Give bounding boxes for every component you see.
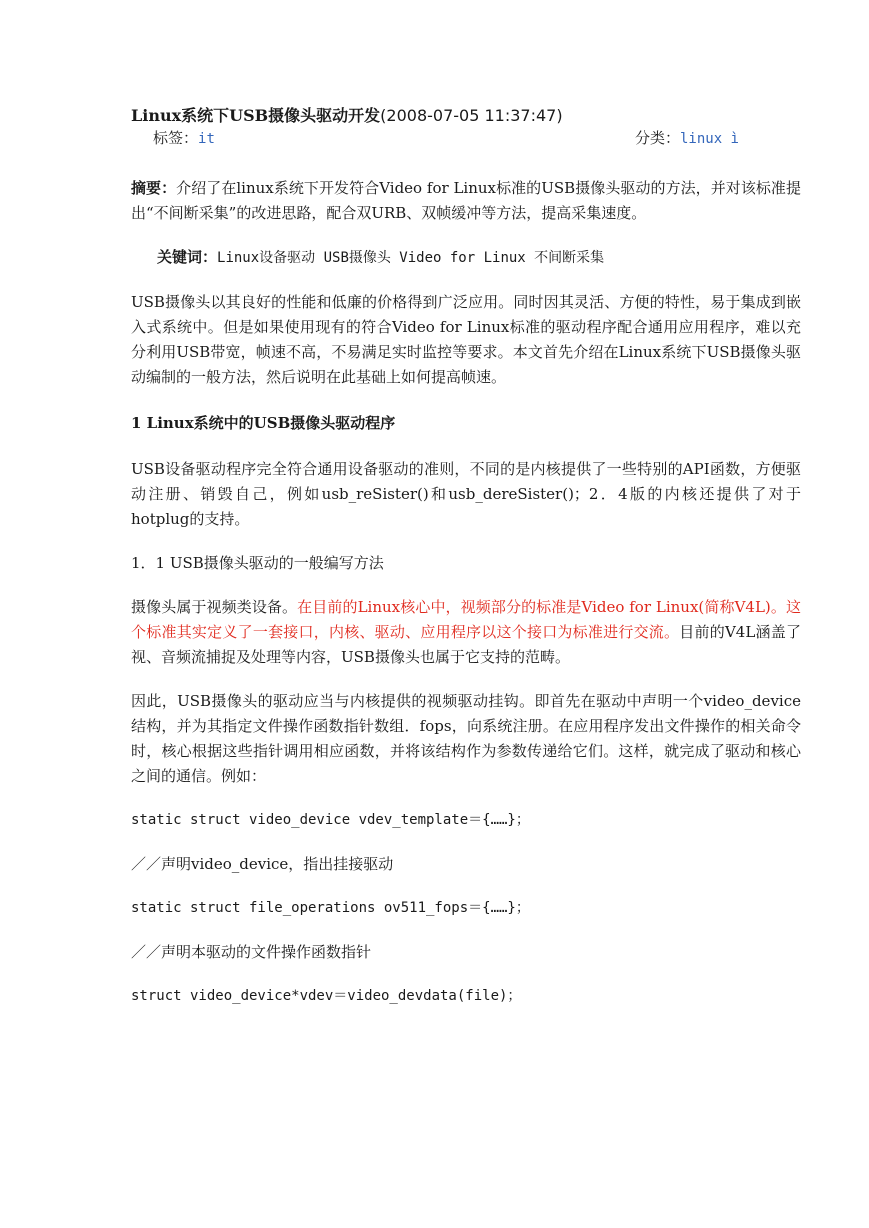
p1-lead: 摄像头属于视频类设备。 — [131, 598, 298, 616]
code-line-5: struct video_device*vdev＝video_devdata(file)； — [131, 988, 522, 1004]
code-line-1: static struct video_device vdev_template＝{……}； — [131, 812, 530, 828]
category-field — [635, 127, 739, 150]
abstract-label: 摘要： — [131, 179, 177, 197]
title-timestamp: (2008-07-05 11:37:47) — [380, 106, 563, 125]
intro-paragraph: USB摄像头以其良好的性能和低廉的价格得到广泛应用。同时因其灵活、方便的特性，易于集成到嵌入式系统中。但是如果使用现有的符合Video for Linux标准的驱动程序配合通用应用程序，难以充分利用USB带宽，帧速不高，不易满足实时监控等要求。本文首先介绍在Linux系统下USB摄像头驱动编制的一般方法，然后说明在此基础上如何提高帧速。 — [131, 293, 801, 386]
tag-link[interactable]: it — [198, 131, 215, 147]
code-line-4: ／／声明本驱动的文件操作函数指针 — [131, 943, 372, 961]
article-title — [131, 106, 801, 126]
article-meta — [131, 127, 801, 150]
category-link[interactable]: linux ì — [679, 131, 739, 147]
section-1-1-heading: 1．1 USB摄像头驱动的一般编写方法 — [131, 554, 384, 572]
keywords-label: 关键词： — [157, 248, 218, 266]
section-1-1-paragraph-1 — [131, 595, 801, 670]
section-1-heading: 1 Linux系统中的USB摄像头驱动程序 — [131, 414, 396, 432]
code-line-2: ／／声明video_device，指出挂接驱动 — [131, 855, 394, 873]
p1-highlight: 在目前的Linux核心中，视频部分的标准是Video for Linux(简称V4L)。这个标准其实定义了一套接口，内核、驱动、应用程序以这个接口为标准进行交流。 — [131, 598, 801, 641]
section-1-1-paragraph-2: 因此，USB摄像头的驱动应当与内核提供的视频驱动挂钩。即首先在驱动中声明一个video_device结构，并为其指定文件操作函数指针数组．fops，向系统注册。在应用程序发出文件操作的相关命令时，核心根据这些指针调用相应函数，并将该结构作为参数传递给它们。这样，就完成了驱动和核心之间的通信。例如： — [131, 692, 801, 785]
section-1-paragraph: USB设备驱动程序完全符合通用设备驱动的准则，不同的是内核提供了一些特别的API函数，方便驱动注册、销毁自己，例如usb_reSister()和usb_dereSister()；2．4版的内核还提供了对于hotplug的支持。 — [131, 460, 801, 528]
code-line-3: static struct file_operations ov511_fops＝{……}； — [131, 900, 530, 916]
tag-field — [153, 127, 215, 150]
keywords-paragraph — [131, 245, 801, 271]
p1-tail: 目前的V4L涵盖了视、音频流捕捉及处理等内容，USB摄像头也属于它支持的范畴。 — [131, 623, 801, 666]
keywords-text: Linux设备驱动 USB摄像头 Video for Linux 不间断采集 — [217, 250, 605, 266]
abstract-text: 介绍了在linux系统下开发符合Video for Linux标准的USB摄像头驱动的方法，并对该标准提出“不间断采集”的改进思路，配合双URB、双帧缓冲等方法，提高采集速度。 — [131, 179, 801, 222]
category-label: 分类： — [634, 129, 680, 147]
document-page — [131, 106, 801, 1009]
title-text: Linux系统下USB摄像头驱动开发 — [131, 106, 381, 125]
tag-label: 标签： — [153, 129, 199, 147]
abstract-paragraph — [131, 176, 801, 226]
